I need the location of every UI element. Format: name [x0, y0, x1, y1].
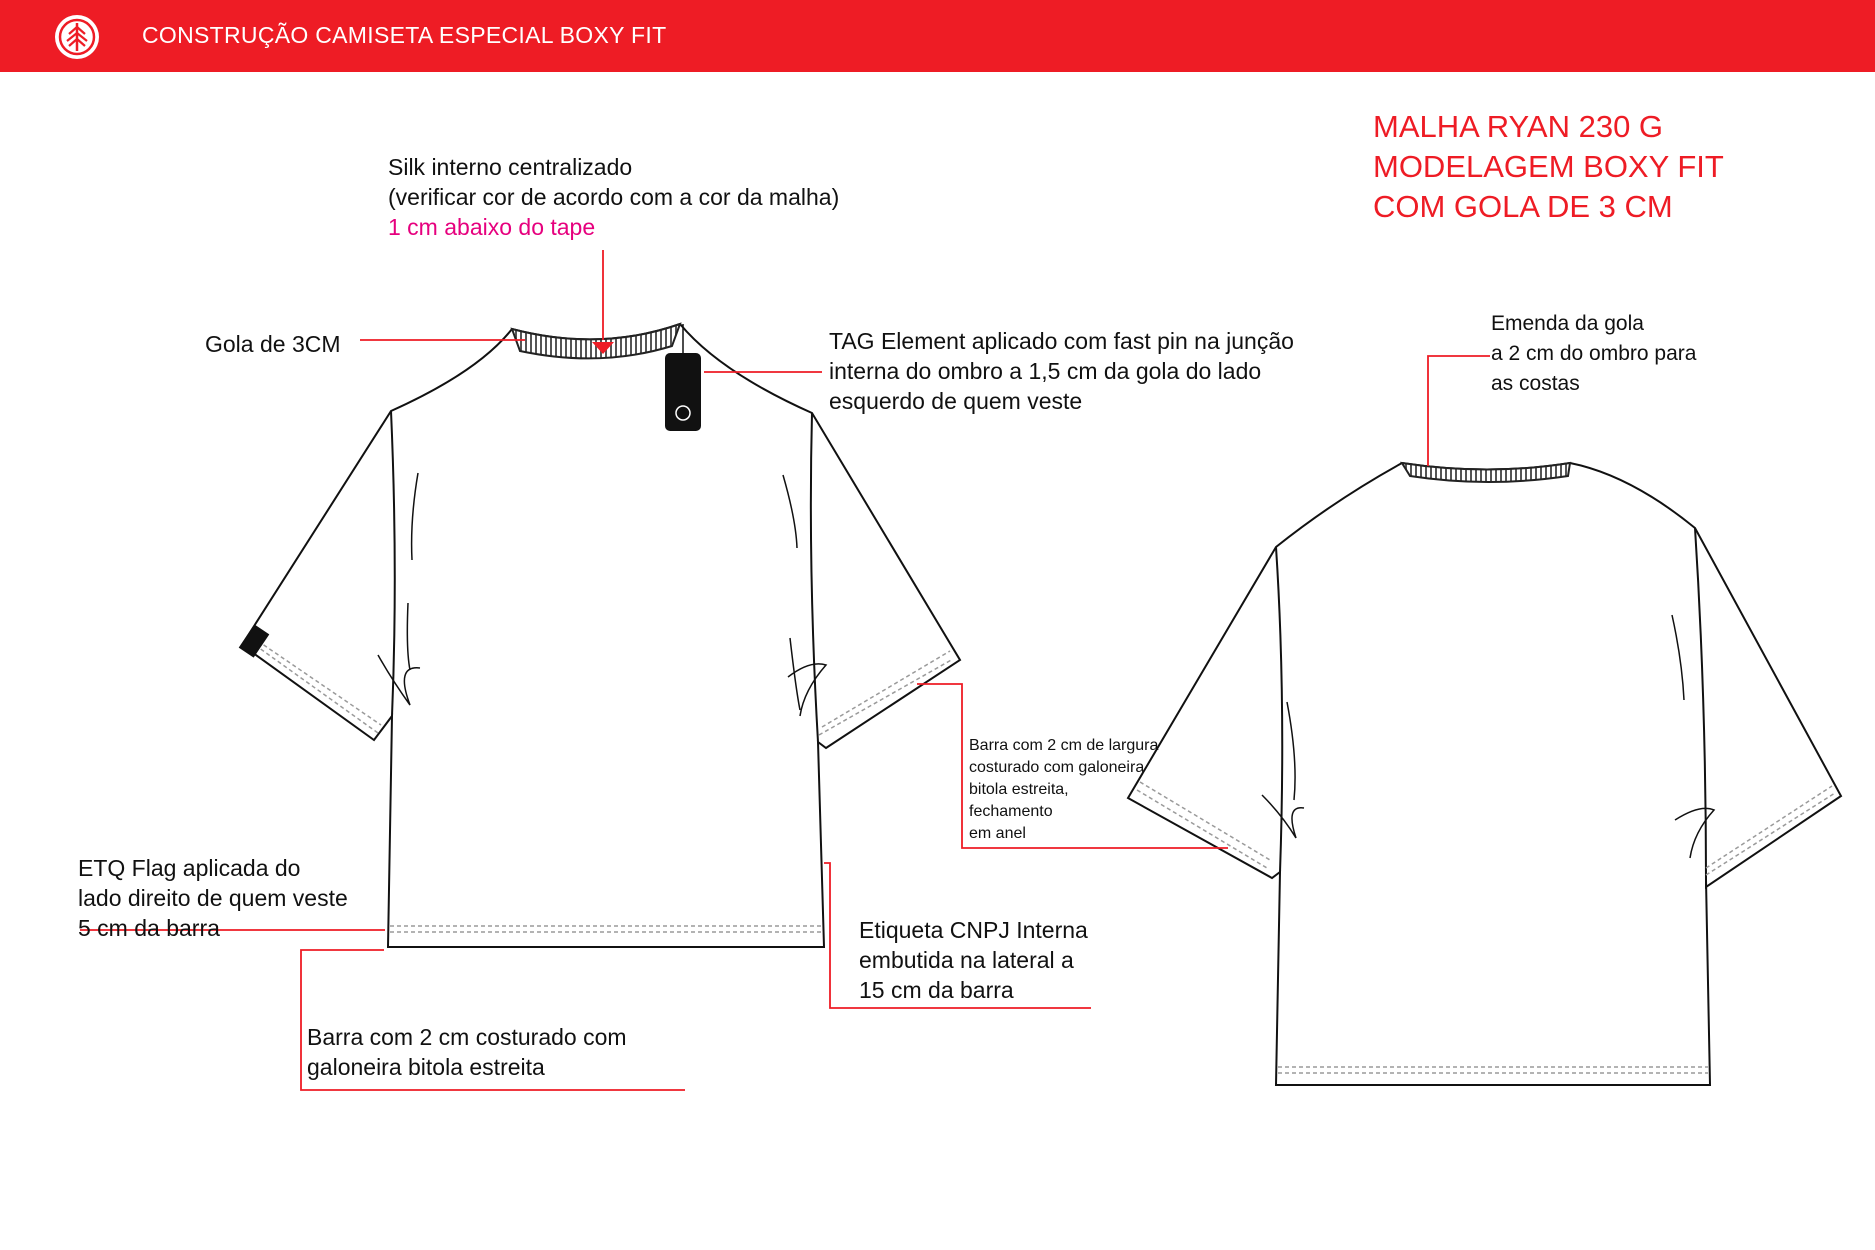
front-body-outline: [242, 324, 960, 947]
tag-annotation-line: esquerdo de quem veste: [829, 388, 1083, 414]
spec-line-collar: COM GOLA DE 3 CM: [1373, 189, 1673, 224]
barra-annotation: [307, 1022, 627, 1082]
etq-flag-annotation-line: ETQ Flag aplicada do: [78, 855, 301, 881]
back-body-outline: [1128, 463, 1841, 1085]
barra-annotation-line: galoneira bitola estreita: [307, 1054, 545, 1080]
spec-line-fit: MODELAGEM BOXY FIT: [1373, 149, 1724, 184]
hang-tag-icon: [666, 354, 700, 430]
tag-annotation-line: interna do ombro a 1,5 cm da gola do lado: [829, 358, 1262, 384]
silk-annotation-position: 1 cm abaixo do tape: [388, 214, 596, 240]
barra-annotation-line: Barra com 2 cm costurado com: [307, 1024, 627, 1050]
gola-annotation: [205, 329, 341, 359]
emenda-annotation: [1491, 309, 1696, 399]
etq-flag-annotation-line: 5 cm da barra: [78, 915, 220, 941]
emenda-annotation-line: a 2 cm do ombro para: [1491, 342, 1697, 365]
barra-manga-annotation-line: Barra com 2 cm de largura: [969, 737, 1159, 754]
barra-manga-annotation-line: fechamento: [969, 803, 1053, 820]
silk-annotation-line: Silk interno centralizado: [388, 154, 633, 180]
silk-annotation-line: (verificar cor de acordo com a cor da malha): [388, 184, 840, 210]
front-tshirt: [240, 324, 960, 947]
barra-manga-annotation-line: costurado com galoneira: [969, 759, 1145, 776]
tag-annotation-line: TAG Element aplicado com fast pin na junção: [829, 328, 1294, 354]
etq-flag-annotation-line: lado direito de quem veste: [78, 885, 348, 911]
cnpj-annotation-line: 15 cm da barra: [859, 977, 1014, 1003]
gola-annotation-line: Gola de 3CM: [205, 331, 341, 357]
barra-manga-annotation-line: em anel: [969, 825, 1026, 842]
silk-annotation: [388, 152, 839, 242]
tag-annotation: [829, 326, 1294, 416]
cnpj-annotation-line: Etiqueta CNPJ Interna: [859, 917, 1088, 943]
spec-line-fabric: MALHA RYAN 230 G: [1373, 109, 1664, 144]
emenda-annotation-line: as costas: [1491, 372, 1580, 395]
back-tshirt: [1128, 463, 1841, 1085]
emenda-annotation-line: Emenda da gola: [1491, 312, 1644, 335]
barra-manga-annotation-line: bitola estreita,: [969, 781, 1069, 798]
cnpj-annotation: [859, 915, 1088, 1005]
cnpj-annotation-line: embutida na lateral a: [859, 947, 1074, 973]
etq-flag-annotation: [78, 853, 348, 943]
page-title: CONSTRUÇÃO CAMISETA ESPECIAL BOXY FIT: [142, 22, 667, 48]
emenda-leader-line: [1428, 356, 1490, 466]
barra-manga-annotation: [969, 735, 1158, 845]
